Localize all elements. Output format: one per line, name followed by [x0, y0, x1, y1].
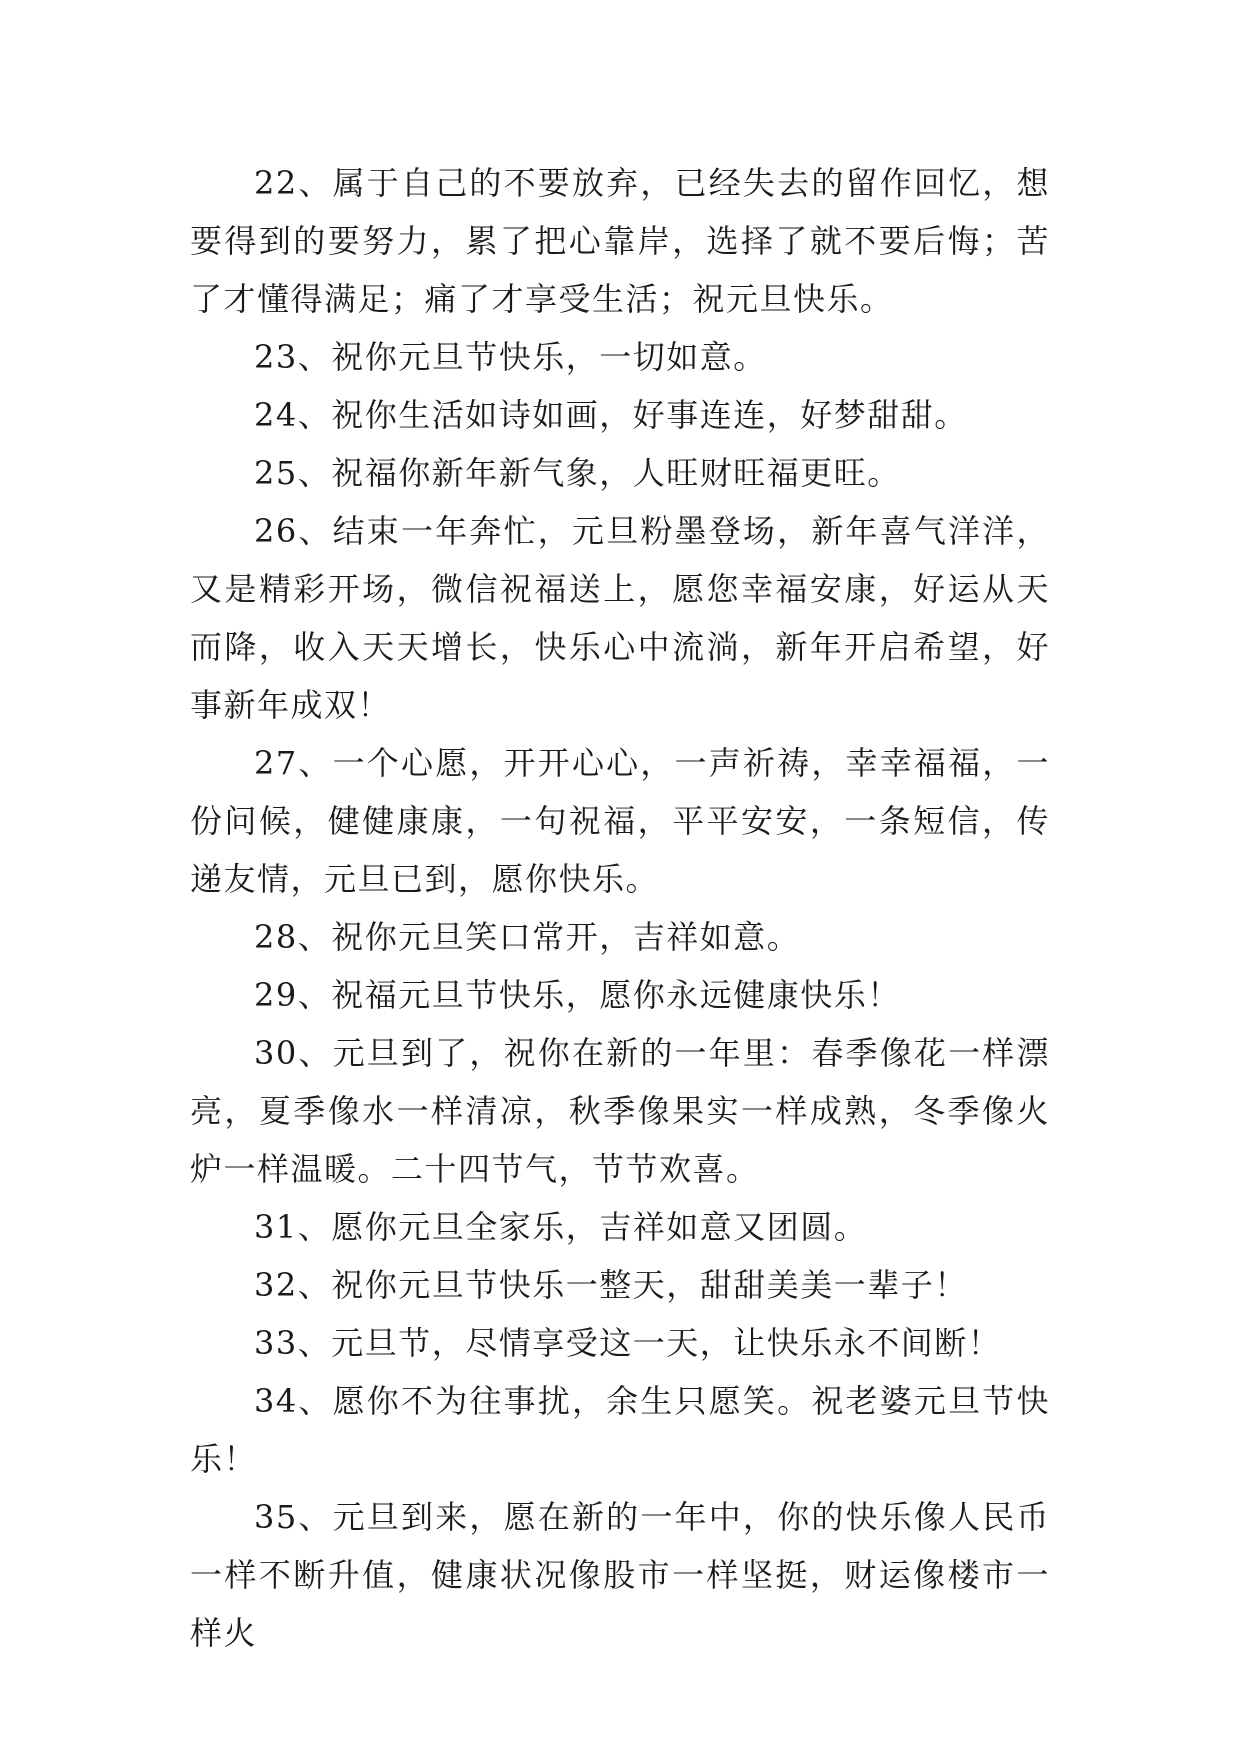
paragraph-34: 34、愿你不为往事扰，余生只愿笑。祝老婆元旦节快乐！	[190, 1382, 1050, 1478]
paragraph-30: 30、元旦到了，祝你在新的一年里：春季像花一样漂亮，夏季像水一样清凉，秋季像果实一样成熟，冬季像火炉一样温暖。二十四节气，节节欢喜。	[190, 1034, 1050, 1188]
paragraph-23: 23、祝你元旦节快乐，一切如意。	[254, 338, 767, 376]
paragraph-26: 26、结束一年奔忙，元旦粉墨登场，新年喜气洋洋，又是精彩开场，微信祝福送上，愿您幸福安康，好运从天而降，收入天天增长，快乐心中流淌，新年开启希望，好事新年成双！	[190, 512, 1050, 724]
paragraph-31: 31、愿你元旦全家乐，吉祥如意又团圆。	[254, 1208, 868, 1246]
document-body	[190, 154, 1050, 1662]
paragraph-28: 28、祝你元旦笑口常开，吉祥如意。	[254, 918, 801, 956]
paragraph-29: 29、祝福元旦节快乐，愿你永远健康快乐！	[254, 976, 901, 1014]
paragraph-25: 25、祝福你新年新气象，人旺财旺福更旺。	[254, 454, 901, 492]
paragraph-22: 22、属于自己的不要放弃，已经失去的留作回忆，想要得到的要努力，累了把心靠岸，选择了就不要后悔；苦了才懂得满足；痛了才享受生活；祝元旦快乐。	[190, 164, 1050, 318]
paragraph-27: 27、一个心愿，开开心心，一声祈祷，幸幸福福，一份问候，健健康康，一句祝福，平平安安，一条短信，传递友情，元旦已到，愿你快乐。	[190, 744, 1050, 898]
paragraph-24: 24、祝你生活如诗如画，好事连连，好梦甜甜。	[254, 396, 968, 434]
paragraph-33: 33、元旦节，尽情享受这一天，让快乐永不间断！	[254, 1324, 1002, 1362]
paragraph-32: 32、祝你元旦节快乐一整天，甜甜美美一辈子！	[254, 1266, 968, 1304]
paragraph-35: 35、元旦到来，愿在新的一年中，你的快乐像人民币一样不断升值，健康状况像股市一样坚挺，财运像楼市一样火	[190, 1498, 1050, 1652]
